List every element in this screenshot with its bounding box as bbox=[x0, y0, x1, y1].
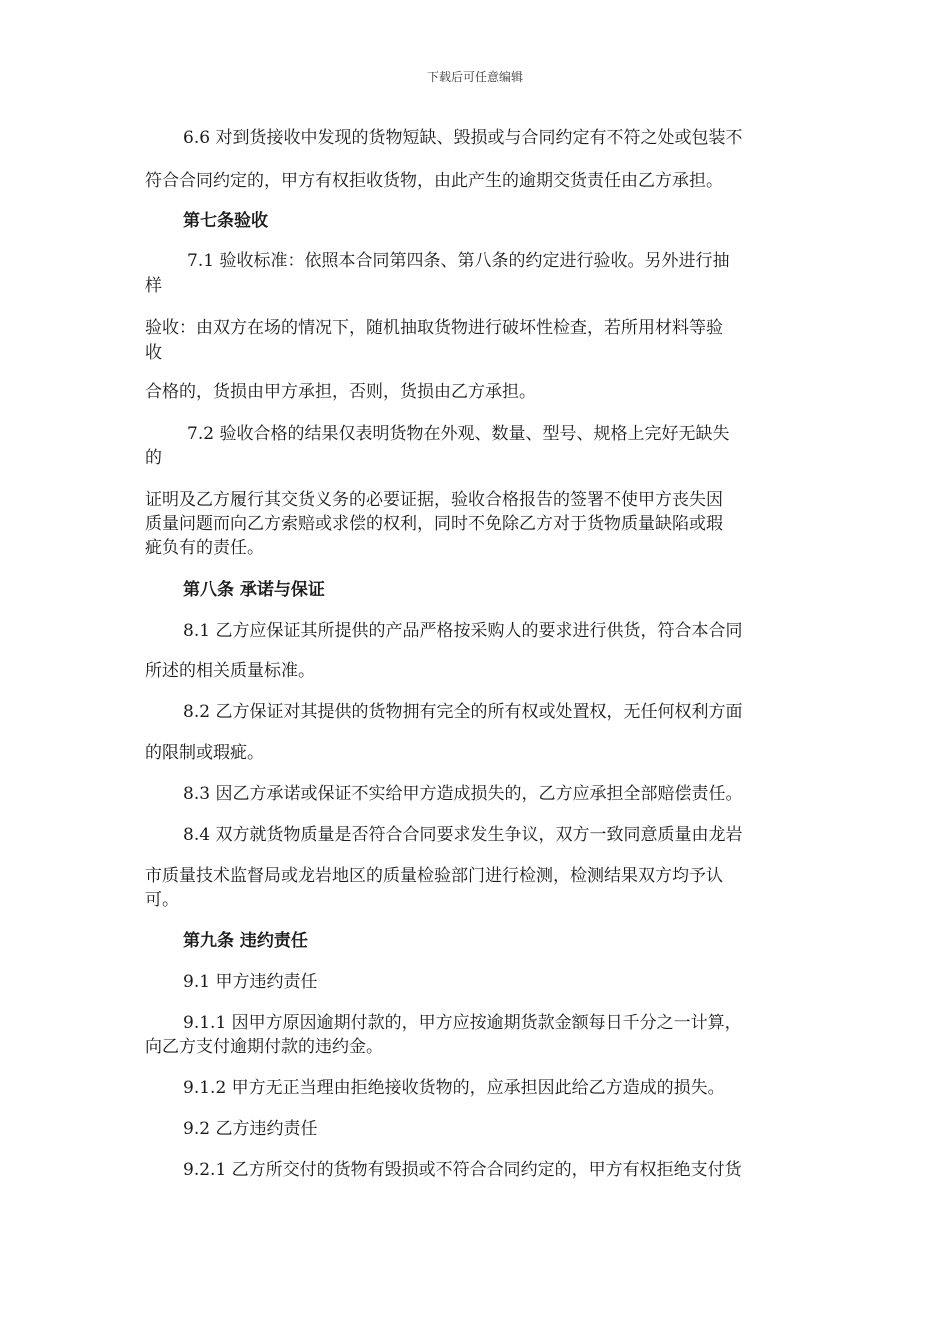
clause-8-4-line-2: 市质量技术监督局或龙岩地区的质量检验部门进行检测，检测结果双方均予认 bbox=[145, 866, 723, 886]
clause-8-2-line-1: 8.2 乙方保证对其提供的货物拥有完全的所有权或处置权，无任何权利方面 bbox=[183, 702, 743, 722]
clause-6-6-line-2: 符合合同约定的，甲方有权拒收货物，由此产生的逾期交货责任由乙方承担。 bbox=[145, 171, 723, 191]
clause-7-2-line-4: 质量问题而向乙方索赔或求偿的权利，同时不免除乙方对于货物质量缺陷或瑕 bbox=[145, 514, 723, 534]
clause-8-3: 8.3 因乙方承诺或保证不实给甲方造成损失的，乙方应承担全部赔偿责任。 bbox=[183, 784, 743, 804]
clause-7-1-line-3: 验收：由双方在场的情况下，随机抽取货物进行破坏性检查，若所用材料等验 bbox=[145, 318, 723, 338]
clause-9-1-1-line-2: 向乙方支付逾期付款的违约金。 bbox=[145, 1037, 383, 1057]
page-header: 下载后可任意编辑 bbox=[426, 70, 523, 84]
clause-9-1: 9.1 甲方违约责任 bbox=[183, 972, 318, 992]
clause-8-1-line-2: 所述的相关质量标准。 bbox=[145, 661, 315, 681]
article-7-heading: 第七条验收 bbox=[183, 211, 268, 231]
clause-8-4-line-3: 可。 bbox=[145, 890, 179, 910]
clause-7-2-line-2: 的 bbox=[145, 448, 162, 468]
clause-8-4-line-1: 8.4 双方就货物质量是否符合合同要求发生争议，双方一致同意质量由龙岩 bbox=[183, 825, 743, 845]
clause-7-1-line-2: 样 bbox=[145, 276, 162, 296]
clause-9-2-1-line-1: 9.2.1 乙方所交付的货物有毁损或不符合合同约定的，甲方有权拒绝支付货 bbox=[183, 1160, 742, 1180]
clause-7-2-line-5: 疵负有的责任。 bbox=[145, 538, 264, 558]
clause-6-6-line-1: 6.6 对到货接收中发现的货物短缺、毁损或与合同约定有不符之处或包装不 bbox=[183, 128, 743, 148]
article-9-heading: 第九条 违约责任 bbox=[183, 931, 308, 951]
clause-9-2: 9.2 乙方违约责任 bbox=[183, 1119, 318, 1139]
clause-7-1-line-5: 合格的，货损由甲方承担，否则，货损由乙方承担。 bbox=[145, 382, 536, 402]
clause-8-1-line-1: 8.1 乙方应保证其所提供的产品严格按采购人的要求进行供货，符合本合同 bbox=[183, 621, 743, 641]
article-8-heading: 第八条 承诺与保证 bbox=[183, 580, 325, 600]
clause-9-1-1-line-1: 9.1.1 因甲方原因逾期付款的，甲方应按逾期货款金额每日千分之一计算， bbox=[183, 1013, 742, 1033]
clause-8-2-line-2: 的限制或瑕疵。 bbox=[145, 743, 264, 763]
clause-7-1-line-4: 收 bbox=[145, 343, 162, 363]
clause-7-2-line-3: 证明及乙方履行其交货义务的必要证据，验收合格报告的签署不使甲方丧失因 bbox=[145, 490, 723, 510]
clause-9-1-2: 9.1.2 甲方无正当理由拒绝接收货物的，应承担因此给乙方造成的损失。 bbox=[183, 1078, 725, 1098]
clause-7-2-line-1: 7.2 验收合格的结果仅表明货物在外观、数量、型号、规格上完好无缺失 bbox=[187, 424, 730, 444]
clause-7-1-line-1: 7.1 验收标准：依照本合同第四条、第八条的约定进行验收。另外进行抽 bbox=[187, 251, 730, 271]
